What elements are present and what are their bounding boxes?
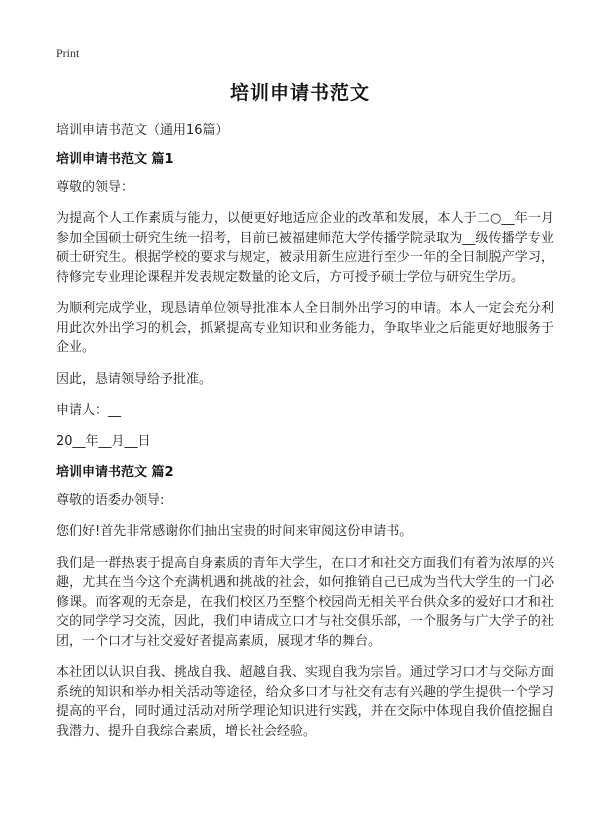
section-1-salutation: 尊敬的领导： [56, 180, 135, 195]
section-1-paragraph: 为顺利完成学业，现恳请单位领导批准本人全日制外出学习的申请。本人一定会充分利用此次外出学习的机会，抓紧提高专业知识和业务能力，争取毕业之后能更好地服务于企业。 [56, 301, 554, 355]
section-1-paragraph: 因此，恳请领导给予批准。 [56, 371, 213, 387]
section-1-heading: 培训申请书范文 篇1 [56, 152, 174, 167]
section-2-salutation: 尊敬的语委办领导: [56, 493, 165, 508]
document-body [56, 121, 554, 753]
section-2-paragraph: 我们是一群热衷于提高自身素质的青年大学生，在口才和社交方面我们有着为浓厚的兴趣，尤其在当今这个充满机遇和挑战的社会，如何推销自己已成为当代大学生的一门必修课。而客观的无奈是，在我们校区乃至整个校园尚无相关平台供众多的爱好口才和社交的同学学习交流，因此，我们申请成立口才与社交俱乐部，一个服务与广大学子的社团，一个口才与社交爱好者提高素质，展现才华的舞台。 [56, 555, 554, 649]
section-2-paragraph: 您们好!首先非常感谢你们抽出宝贵的时间来审阅这份申请书。 [56, 524, 413, 539]
section-2-heading: 培训申请书范文 篇2 [56, 465, 174, 480]
section-2-paragraph: 本社团以认识自我、挑战自我、超越自我、实现自我为宗旨。通过学习口才与交际方面系统的知识和举办相关活动等途径，给众多口才与社交有志有兴趣的学生提供一个学习提高的平台，同时通过活动对所学理论知识进行实践，并在交际中体现自我价值挖掘自我潜力、提升自我综合素质，增长社会经验。 [56, 665, 554, 739]
document-subtitle: 培训申请书范文（通用16篇） [56, 123, 229, 138]
print-link[interactable]: Print [56, 46, 80, 60]
document-title: 培训申请书范文 [229, 82, 370, 104]
section-1-date: 20__年__月__日 [56, 434, 151, 449]
section-1-applicant: 申请人：__ [56, 403, 122, 418]
section-1-paragraph: 为提高个人工作素质与能力，以便更好地适应企业的改革和发展，本人于二○__年一月参加全国硕士研究生统一招考，目前已被福建师范大学传播学院录取为__级传播学专业硕士研究生。根据学校的要求与规定，被录用新生应进行至少一年的全日制脱产学习，待修完专业理论课程并发表规定数量的论文后，方可授予硕士学位与研究生学历。 [56, 211, 554, 285]
